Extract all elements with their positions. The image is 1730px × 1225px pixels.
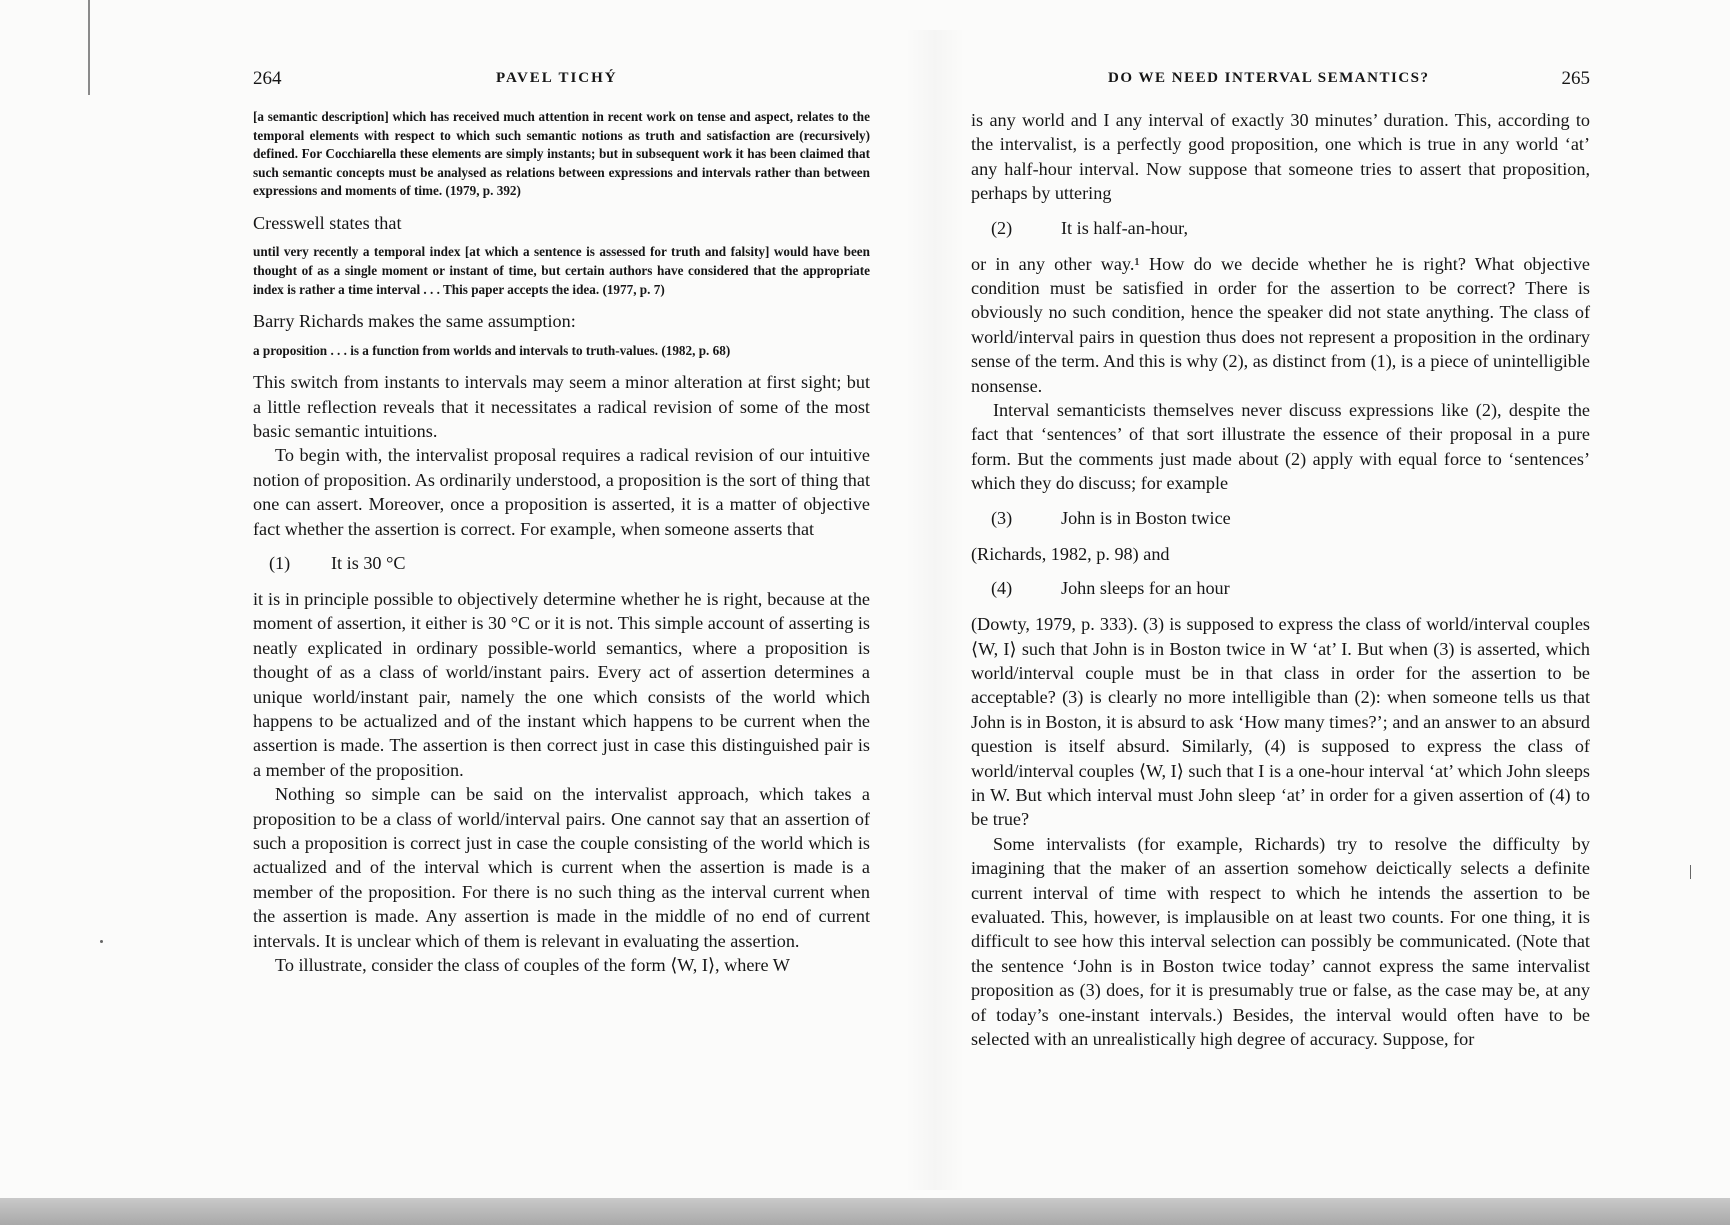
example-text: John sleeps for an hour: [1061, 578, 1230, 599]
block-quote: a proposition . . . is a function from worlds and intervals to truth-values. (1982, p. 68): [253, 342, 731, 358]
right-running-head: [971, 68, 1590, 94]
example-number: (1): [269, 553, 291, 573]
example-sentence: [971, 216, 1590, 240]
example-text: John is in Boston twice: [1061, 507, 1231, 528]
paragraph: is any world and I any interval of exactly 30 minutes’ duration. This, according to the intervalist, is a perfectly good proposition, one which is true in any world ‘at’ any half-hour interval. Now suppose that someone tries to assert that proposition, perhaps by uttering: [971, 110, 1590, 204]
right-page: [971, 68, 1590, 1051]
left-page: [253, 68, 870, 978]
paragraph: (Richards, 1982, p. 98) and: [971, 543, 1170, 564]
example-number: (4): [991, 578, 1013, 599]
page-number: 264: [253, 68, 282, 89]
paragraph: Some intervalists (for example, Richards) try to resolve the difficulty by imagining that the maker of an assertion somehow deictically selects a definite current interval of time with respect to which he intends the assertion to be evaluated. This, however, is implausible on at least two counts. For one thing, it is difficult to see how this interval selection can possibly be communicated. (Note that the sentence ‘John is in Boston twice today’ cannot express the same intervalist proposition as (3) does, for it is presumably true or false, as the case may be, at any of today’s one-instant intervals.) Besides, the interval would often have to be selected with an unrealistically high degree of accuracy. Suppose, for: [971, 833, 1590, 1049]
paragraph: Cresswell states that: [253, 212, 402, 233]
example-text: It is half-an-hour,: [1061, 217, 1189, 238]
block-quote: [a semantic description] which has received much attention in recent work on tense and aspect, relates to the temporal elements with respect to which such semantic notions as truth and satisfaction are (recursively) defined. For Cocchiarella these elements are simply instants; but in subsequent work it has been claimed that such semantic concepts must be analysed as relations between expressions and intervals rather than between expressions and moments of time. (1979, p. 392): [253, 109, 870, 199]
example-sentence: [971, 576, 1590, 600]
paragraph: it is in principle possible to objectively determine whether he is right, because at the moment of assertion, it either is 30 °C or it is not. This simple account of asserting is neatly explicated in ordinary possible-world semantics, where a proposition is thought of as a class of world/instant pairs. Every act of assertion determines a unique world/instant pair, namely the one which consists of the world which happens to be actualized and of the instant which happens to be current when the assertion is made. The assertion is then correct just in case this distinguished pair is a member of the proposition.: [253, 589, 870, 780]
running-head-author: PAVEL TICHÝ: [496, 70, 618, 86]
example-number: (3): [991, 507, 1013, 528]
scan-mark: [1690, 865, 1691, 879]
page-gutter-shadow: [905, 30, 965, 1190]
example-sentence: [971, 506, 1590, 530]
paragraph: This switch from instants to intervals may seem a minor alteration at first sight; but a little reflection reveals that it necessitates a radical revision of some of the most basic semantic intuitions.: [253, 372, 870, 441]
running-head-title: DO WE NEED INTERVAL SEMANTICS?: [1108, 70, 1430, 86]
page-number: 265: [1561, 68, 1590, 89]
paragraph: To illustrate, consider the class of couples of the form ⟨W, I⟩, where W: [275, 955, 790, 976]
paragraph: or in any other way.¹ How do we decide whether he is right? What objective condition must be satisfied in order for the assertion to be correct? There is obviously no such condition, hence the speaker did not state anything. The class of world/interval pairs in question thus does not represent a proposition in the ordinary sense of the term. And this is why (2), as distinct from (1), is a piece of unintelligible nonsense.: [971, 253, 1590, 396]
paragraph: To begin with, the intervalist proposal requires a radical revision of our intuitive notion of proposition. As ordinarily understood, a proposition is the sort of thing that one can assert. Moreover, once a proposition is asserted, it is a matter of objective fact whether the assertion is correct. For example, when someone asserts that: [253, 445, 870, 539]
paragraph: (Dowty, 1979, p. 333). (3) is supposed to express the class of world/interval couples ⟨W, I⟩ such that John is in Boston twice in W ‘at’ I. But when (3) is asserted, which world/interval couple must be in that class in order for the assertion to be acceptable? (3) is clearly no more intelligible than (2): when someone tells us that John is in Boston, it is absurd to ask ‘How many times?’; and an answer to an absurd question is itself absurd. Similarly, (4) is supposed to express the class of world/interval couples ⟨W, I⟩ such that I is a one-hour interval ‘at’ which John sleeps in W. But which interval must John sleep ‘at’ in order for a given assertion of (4) to be true?: [971, 614, 1590, 830]
paragraph: Nothing so simple can be said on the intervalist approach, which takes a proposition to be a class of world/interval pairs. One cannot say that an assertion of such a proposition is correct just in case the couple consisting of the world which is actualized and of the interval which is current when the assertion is made is a member of the proposition. For there is no such thing as the interval current when the assertion is made. Any assertion is made in the middle of no end of current intervals. It is unclear which of them is relevant in evaluating the assertion.: [253, 784, 870, 951]
book-spine-line: [88, 0, 90, 95]
paragraph: Interval semanticists themselves never discuss expressions like (2), despite the fact that ‘sentences’ of that sort illustrate the essence of their proposal in a pure form. But the comments just made about (2) apply with equal force to ‘sentences’ which they do discuss; for example: [971, 400, 1590, 494]
example-number: (2): [991, 217, 1013, 238]
scanner-edge: [0, 1198, 1730, 1225]
block-quote: until very recently a temporal index [at which a sentence is assessed for truth and falsity] would have been thought of as a single moment or instant of time, but certain authors have considered that the appropriate index is rather a time interval . . . This paper accepts the idea. (1977, p. 7): [253, 244, 870, 297]
example-sentence: [253, 551, 870, 575]
scan-speck: [100, 940, 103, 943]
left-running-head: [253, 68, 870, 94]
example-text: It is 30 °C: [331, 553, 406, 573]
paragraph: Barry Richards makes the same assumption:: [253, 311, 576, 332]
